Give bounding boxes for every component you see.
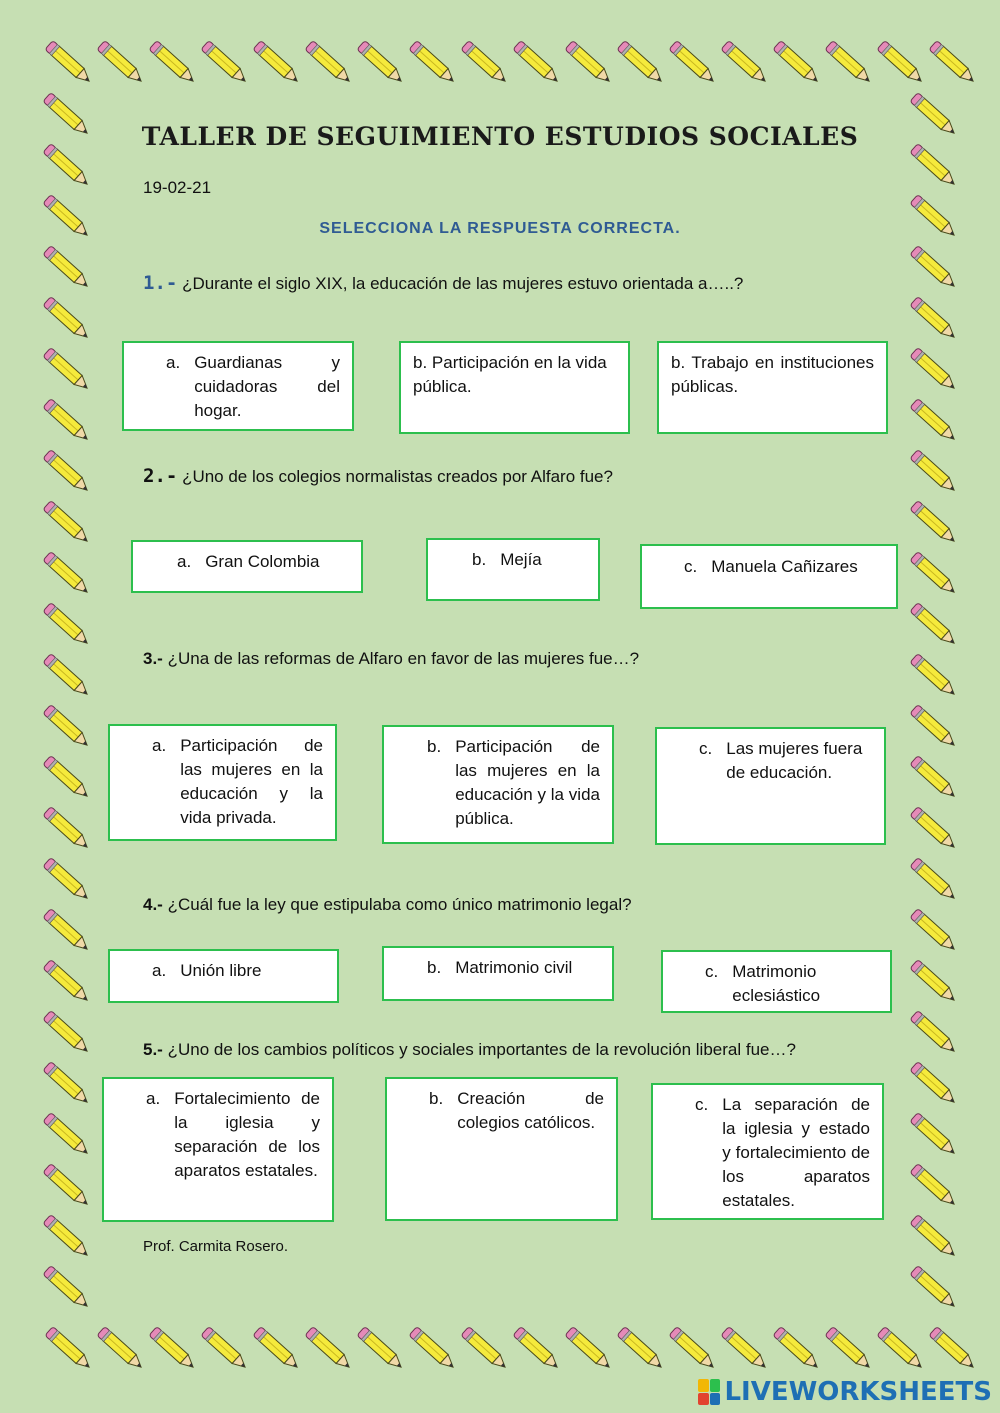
pencil-icon — [905, 903, 963, 958]
option-text: Mejía — [500, 550, 542, 569]
option-text: Fortalecimiento de la iglesia y separación de los aparatos estatales. — [174, 1089, 320, 1180]
pencil-icon — [144, 1321, 202, 1376]
pencil-icon — [40, 1321, 98, 1376]
option-text: Unión libre — [180, 961, 262, 980]
pencil-icon — [196, 35, 254, 90]
answer-option[interactable] — [102, 1077, 334, 1222]
pencil-icon — [820, 35, 878, 90]
pencil-icon — [924, 35, 982, 90]
pencil-icon — [905, 291, 963, 346]
brand-name: LIVEWORKSHEETS — [724, 1377, 992, 1407]
question-number: 3.- — [143, 649, 163, 668]
answer-option[interactable] — [640, 544, 898, 609]
option-letter: b. — [429, 1089, 444, 1108]
option-text: b. Trabajo en instituciones públicas. — [671, 353, 874, 396]
answer-option[interactable] — [661, 950, 892, 1013]
option-text: Matrimonio eclesiástico — [732, 962, 821, 1005]
pencil-icon — [38, 1056, 96, 1111]
pencil-icon — [38, 1107, 96, 1162]
pencil-icon — [905, 1107, 963, 1162]
pencil-icon — [905, 1005, 963, 1060]
pencil-icon — [560, 1321, 618, 1376]
question-number: 5.- — [143, 1040, 163, 1059]
answer-option[interactable] — [651, 1083, 884, 1220]
answer-option[interactable] — [385, 1077, 618, 1221]
option-text: Participación de las mujeres en la educación y la vida privada. — [180, 736, 323, 827]
pencil-icon — [38, 291, 96, 346]
question-number: 4.- — [143, 895, 163, 914]
pencil-icon — [905, 1056, 963, 1111]
question-text: ¿Durante el siglo XIX, la educación de las mujeres estuvo orientada a…..? — [182, 274, 744, 293]
question-1 — [143, 272, 743, 294]
option-letter: c. — [684, 557, 698, 576]
question-3 — [143, 649, 639, 669]
pencil-icon — [905, 597, 963, 652]
answer-option[interactable] — [655, 727, 886, 845]
pencil-icon — [38, 750, 96, 805]
option-text: Matrimonio civil — [455, 958, 573, 977]
pencil-icon — [92, 35, 150, 90]
pencil-icon — [905, 342, 963, 397]
pencil-icon — [905, 240, 963, 295]
answer-option[interactable] — [657, 341, 888, 434]
answer-option[interactable] — [382, 725, 614, 844]
pencil-icon — [144, 35, 202, 90]
pencil-icon — [905, 954, 963, 1009]
pencil-icon — [905, 1260, 963, 1315]
pencil-icon — [300, 35, 358, 90]
pencil-icon — [872, 1321, 930, 1376]
option-letter: c. — [695, 1095, 709, 1114]
question-5 — [143, 1040, 796, 1060]
liveworksheets-logo-icon — [698, 1379, 720, 1405]
question-number: 1.- — [143, 272, 178, 294]
pencil-icon — [456, 1321, 514, 1376]
pencil-icon — [248, 1321, 306, 1376]
pencil-icon — [905, 852, 963, 907]
question-text: ¿Uno de los colegios normalistas creados por Alfaro fue? — [182, 467, 613, 486]
pencil-icon — [38, 903, 96, 958]
option-text: Guardianas y cuidadoras del hogar. — [194, 353, 340, 420]
pencil-icon — [716, 1321, 774, 1376]
option-letter: c. — [699, 739, 713, 758]
pencil-icon — [38, 852, 96, 907]
pencil-icon — [38, 1260, 96, 1315]
pencil-icon — [905, 444, 963, 499]
pencil-icon — [664, 1321, 722, 1376]
pencil-icon — [905, 495, 963, 550]
pencil-icon — [905, 546, 963, 601]
question-number: 2.- — [143, 465, 178, 487]
pencil-icon — [196, 1321, 254, 1376]
pencil-icon — [38, 495, 96, 550]
pencil-icon — [38, 1209, 96, 1264]
liveworksheets-brand[interactable] — [698, 1377, 992, 1407]
pencil-icon — [768, 1321, 826, 1376]
answer-option[interactable] — [122, 341, 354, 431]
pencil-icon — [38, 1158, 96, 1213]
pencil-icon — [924, 1321, 982, 1376]
answer-option[interactable] — [382, 946, 614, 1001]
pencil-icon — [38, 240, 96, 295]
option-letter: a. — [146, 1089, 161, 1108]
answer-option[interactable] — [108, 724, 337, 841]
pencil-icon — [664, 35, 722, 90]
pencil-icon — [352, 1321, 410, 1376]
pencil-icon — [38, 801, 96, 856]
pencil-icon — [404, 35, 462, 90]
pencil-icon — [905, 393, 963, 448]
pencil-icon — [905, 648, 963, 703]
question-2 — [143, 465, 613, 487]
pencil-icon — [38, 597, 96, 652]
option-letter: a. — [152, 736, 167, 755]
pencil-icon — [905, 1158, 963, 1213]
pencil-icon — [905, 750, 963, 805]
pencil-icon — [560, 35, 618, 90]
pencil-icon — [38, 393, 96, 448]
date: 19-02-21 — [143, 178, 212, 197]
answer-option[interactable] — [131, 540, 363, 593]
pencil-icon — [716, 35, 774, 90]
pencil-icon — [248, 35, 306, 90]
pencil-icon — [38, 342, 96, 397]
option-letter: c. — [705, 962, 719, 981]
option-text: Participación de las mujeres en la educación y la vida pública. — [455, 737, 600, 828]
option-text: b. Participación en la vida pública. — [413, 353, 607, 396]
option-letter: b. — [427, 958, 442, 977]
answer-option[interactable] — [426, 538, 600, 601]
instruction: SELECCIONA LA RESPUESTA CORRECTA. — [319, 220, 681, 237]
answer-option[interactable] — [108, 949, 339, 1003]
question-text: ¿Cuál fue la ley que estipulaba como único matrimonio legal? — [167, 895, 632, 914]
pencil-icon — [38, 648, 96, 703]
option-text: Gran Colombia — [205, 552, 320, 571]
pencil-icon — [92, 1321, 150, 1376]
option-text: Creación de colegios católicos. — [457, 1089, 604, 1132]
option-letter: a. — [177, 552, 192, 571]
pencil-icon — [905, 1209, 963, 1264]
author-signature: Prof. Carmita Rosero. — [143, 1238, 289, 1255]
pencil-icon — [40, 35, 98, 90]
option-letter: a. — [166, 353, 181, 372]
option-letter: b. — [427, 737, 442, 756]
pencil-icon — [300, 1321, 358, 1376]
option-letter: a. — [152, 961, 167, 980]
pencil-icon — [38, 444, 96, 499]
pencil-icon — [38, 699, 96, 754]
worksheet-title: TALLER DE SEGUIMIENTO ESTUDIOS SOCIALES — [141, 122, 859, 151]
question-text: ¿Uno de los cambios políticos y sociales importantes de la revolución liberal fue…? — [167, 1040, 796, 1059]
pencil-icon — [38, 1005, 96, 1060]
question-4 — [143, 895, 632, 915]
option-letter: b. — [472, 550, 487, 569]
pencil-icon — [612, 1321, 670, 1376]
option-text: La separación de la iglesia y estado y fortalecimiento de los aparatos estatales. — [722, 1095, 870, 1210]
pencil-icon — [820, 1321, 878, 1376]
pencil-icon — [508, 1321, 566, 1376]
answer-option[interactable] — [399, 341, 630, 434]
pencil-icon — [905, 699, 963, 754]
pencil-icon — [872, 35, 930, 90]
question-text: ¿Una de las reformas de Alfaro en favor de las mujeres fue…? — [167, 649, 640, 668]
pencil-icon — [612, 35, 670, 90]
option-text: Las mujeres fuera de educación. — [726, 739, 863, 782]
pencil-icon — [38, 546, 96, 601]
pencil-icon — [352, 35, 410, 90]
pencil-icon — [768, 35, 826, 90]
pencil-icon — [508, 35, 566, 90]
option-text: Manuela Cañizares — [711, 557, 858, 576]
pencil-icon — [905, 801, 963, 856]
pencil-icon — [456, 35, 514, 90]
pencil-icon — [404, 1321, 462, 1376]
pencil-icon — [38, 954, 96, 1009]
